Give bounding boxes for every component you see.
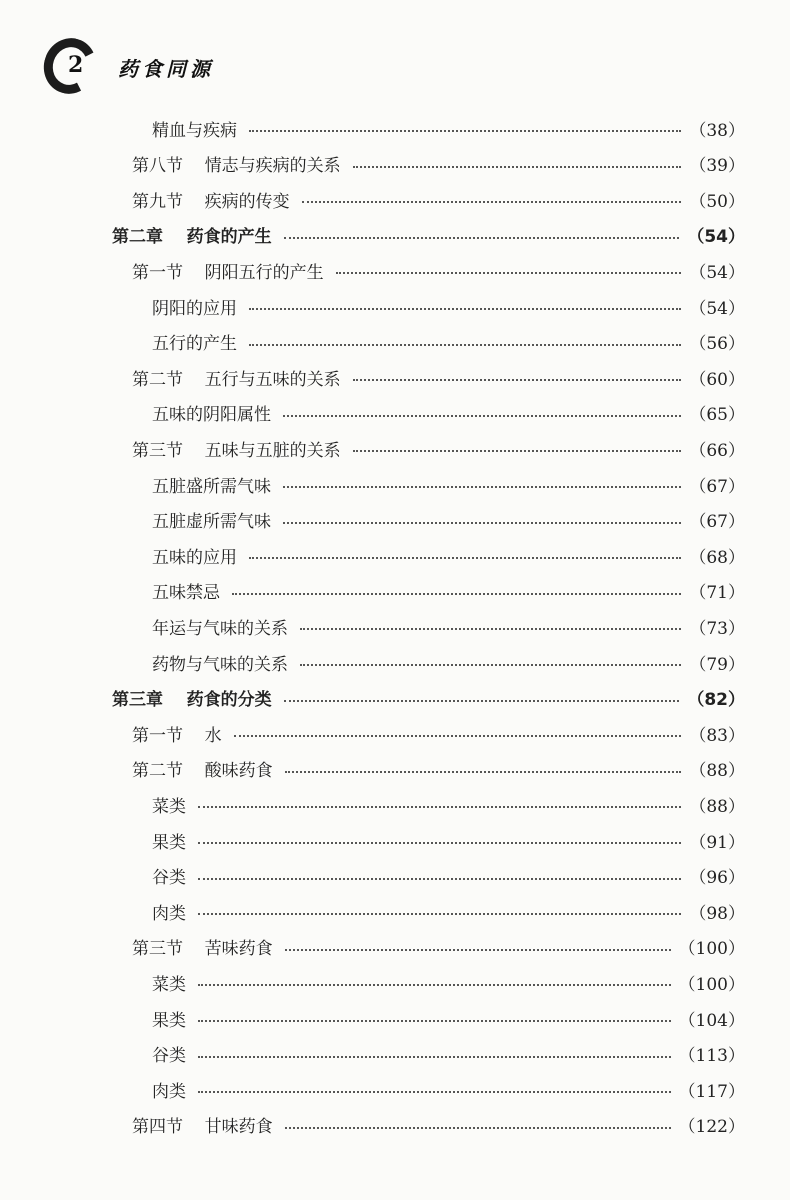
dot-leader bbox=[249, 344, 681, 346]
book-title: 药食同源 bbox=[118, 57, 214, 81]
toc-entry-title: 果类 bbox=[152, 832, 186, 853]
toc-entry bbox=[152, 786, 745, 822]
toc-entry-title: 五味的应用 bbox=[152, 547, 237, 568]
toc-entry bbox=[132, 146, 745, 182]
toc-entry bbox=[152, 395, 745, 431]
toc-entry-page: （66） bbox=[689, 440, 745, 461]
toc-entry-title: 五脏虚所需气味 bbox=[152, 512, 271, 533]
dot-leader bbox=[283, 522, 681, 524]
toc-entry-title: 精血与疾病 bbox=[152, 120, 237, 141]
dot-leader bbox=[283, 415, 681, 417]
dot-leader bbox=[198, 1091, 671, 1093]
toc-entry-title: 谷类 bbox=[152, 1046, 186, 1067]
toc-entry-page: （38） bbox=[689, 120, 745, 141]
toc-entry-page: （54） bbox=[689, 298, 745, 319]
dot-leader bbox=[285, 1127, 671, 1129]
toc-entry bbox=[152, 324, 745, 360]
toc-entry-page: （117） bbox=[678, 1081, 745, 1102]
toc-entry-title: 第二节 五行与五味的关系 bbox=[132, 369, 341, 390]
toc-entry-page: （56） bbox=[689, 334, 745, 355]
toc-entry bbox=[152, 1036, 745, 1072]
toc-entry-title: 第八节 情志与疾病的关系 bbox=[132, 156, 341, 177]
toc-entry bbox=[132, 751, 745, 787]
dot-leader bbox=[232, 593, 681, 595]
toc-entry-title: 第二节 酸味药食 bbox=[132, 761, 273, 782]
toc-entry-page: （83） bbox=[689, 725, 745, 746]
toc-entry bbox=[132, 929, 745, 965]
toc-entry bbox=[152, 288, 745, 324]
toc-entry-title: 果类 bbox=[152, 1010, 186, 1031]
toc-entry-page: （60） bbox=[689, 369, 745, 390]
toc-entry-title: 第三节 五味与五脏的关系 bbox=[132, 440, 341, 461]
toc-entry-page: （98） bbox=[689, 903, 745, 924]
toc-entry bbox=[132, 1107, 745, 1143]
toc-entry-page: （113） bbox=[678, 1046, 745, 1067]
toc-entry bbox=[152, 858, 745, 894]
toc-entry bbox=[132, 715, 745, 751]
toc-entry bbox=[152, 1000, 745, 1036]
toc-entry-page: （54） bbox=[687, 227, 745, 248]
dot-leader bbox=[198, 878, 681, 880]
toc-entry-title: 第一节 阴阳五行的产生 bbox=[132, 262, 324, 283]
toc-entry-title: 菜类 bbox=[152, 796, 186, 817]
dot-leader bbox=[336, 272, 682, 274]
dot-leader bbox=[198, 1056, 671, 1058]
toc-entry-page: （67） bbox=[689, 512, 745, 533]
toc-entry bbox=[152, 644, 745, 680]
toc-entry bbox=[132, 359, 745, 395]
toc-entry bbox=[132, 181, 745, 217]
dot-leader bbox=[198, 913, 681, 915]
toc-entry bbox=[112, 217, 745, 253]
toc-entry bbox=[152, 964, 745, 1000]
toc-entry-title: 五脏盛所需气味 bbox=[152, 476, 271, 497]
toc-entry bbox=[152, 573, 745, 609]
toc-entry bbox=[152, 893, 745, 929]
toc-entry-page: （71） bbox=[689, 583, 745, 604]
toc-entry bbox=[152, 822, 745, 858]
toc-entry bbox=[152, 608, 745, 644]
dot-leader bbox=[353, 450, 682, 452]
toc-entry-page: （50） bbox=[689, 191, 745, 212]
page-number: 2 bbox=[68, 52, 84, 78]
toc-entry-page: （82） bbox=[687, 690, 745, 711]
toc-entry-page: （68） bbox=[689, 547, 745, 568]
toc-entry-title: 肉类 bbox=[152, 903, 186, 924]
dot-leader bbox=[353, 379, 682, 381]
dot-leader bbox=[198, 1020, 671, 1022]
toc-entry-page: （100） bbox=[678, 974, 745, 995]
dot-leader bbox=[198, 842, 681, 844]
dot-leader bbox=[300, 628, 681, 630]
toc-entry-page: （73） bbox=[689, 618, 745, 639]
toc-entry-page: （67） bbox=[689, 476, 745, 497]
toc-entry bbox=[132, 252, 745, 288]
toc-entry-page: （100） bbox=[678, 939, 745, 960]
toc-entry-page: （88） bbox=[689, 761, 745, 782]
toc-entry-page: （96） bbox=[689, 868, 745, 889]
dot-leader bbox=[249, 130, 681, 132]
toc-entry-title: 药物与气味的关系 bbox=[152, 654, 288, 675]
dot-leader bbox=[198, 806, 681, 808]
toc-entry-title: 第三节 苦味药食 bbox=[132, 939, 273, 960]
dot-leader bbox=[284, 700, 680, 702]
toc-entry-page: （39） bbox=[689, 156, 745, 177]
toc-entry-title: 五味禁忌 bbox=[152, 583, 220, 604]
toc-entry-page: （54） bbox=[689, 262, 745, 283]
toc-entry-title: 第四节 甘味药食 bbox=[132, 1117, 273, 1138]
dot-leader bbox=[249, 557, 681, 559]
toc-entry-title: 第九节 疾病的传变 bbox=[132, 191, 290, 212]
dot-leader bbox=[353, 166, 682, 168]
dot-leader bbox=[302, 201, 682, 203]
toc-entry bbox=[152, 110, 745, 146]
dot-leader bbox=[284, 237, 680, 239]
toc-entry-title: 年运与气味的关系 bbox=[152, 618, 288, 639]
dot-leader bbox=[300, 664, 681, 666]
toc-entry-page: （122） bbox=[678, 1117, 745, 1138]
toc-entry-page: （88） bbox=[689, 796, 745, 817]
toc-entry-page: （104） bbox=[678, 1010, 745, 1031]
dot-leader bbox=[285, 771, 682, 773]
toc-entry bbox=[152, 537, 745, 573]
toc-entry-page: （79） bbox=[689, 654, 745, 675]
toc-entry bbox=[112, 680, 745, 716]
dot-leader bbox=[249, 308, 681, 310]
toc-entry bbox=[132, 430, 745, 466]
toc-entry-title: 五味的阴阳属性 bbox=[152, 405, 271, 426]
toc-entry-page: （65） bbox=[689, 405, 745, 426]
toc-entry bbox=[152, 466, 745, 502]
toc-entry-title: 第三章 药食的分类 bbox=[112, 690, 272, 711]
toc-entry-title: 肉类 bbox=[152, 1081, 186, 1102]
toc-entry-title: 谷类 bbox=[152, 868, 186, 889]
dot-leader bbox=[198, 984, 671, 986]
toc-entry-title: 阴阳的应用 bbox=[152, 298, 237, 319]
dot-leader bbox=[285, 949, 671, 951]
toc-entry bbox=[152, 1071, 745, 1107]
toc-entry-title: 菜类 bbox=[152, 974, 186, 995]
toc-entry-title: 第一节 水 bbox=[132, 725, 222, 746]
dot-leader bbox=[234, 735, 682, 737]
page-header bbox=[44, 38, 344, 98]
toc-entry-title: 五行的产生 bbox=[152, 334, 237, 355]
dot-leader bbox=[283, 486, 681, 488]
toc-entry-title: 第二章 药食的产生 bbox=[112, 227, 272, 248]
toc-entry bbox=[152, 502, 745, 538]
toc-entry-page: （91） bbox=[689, 832, 745, 853]
